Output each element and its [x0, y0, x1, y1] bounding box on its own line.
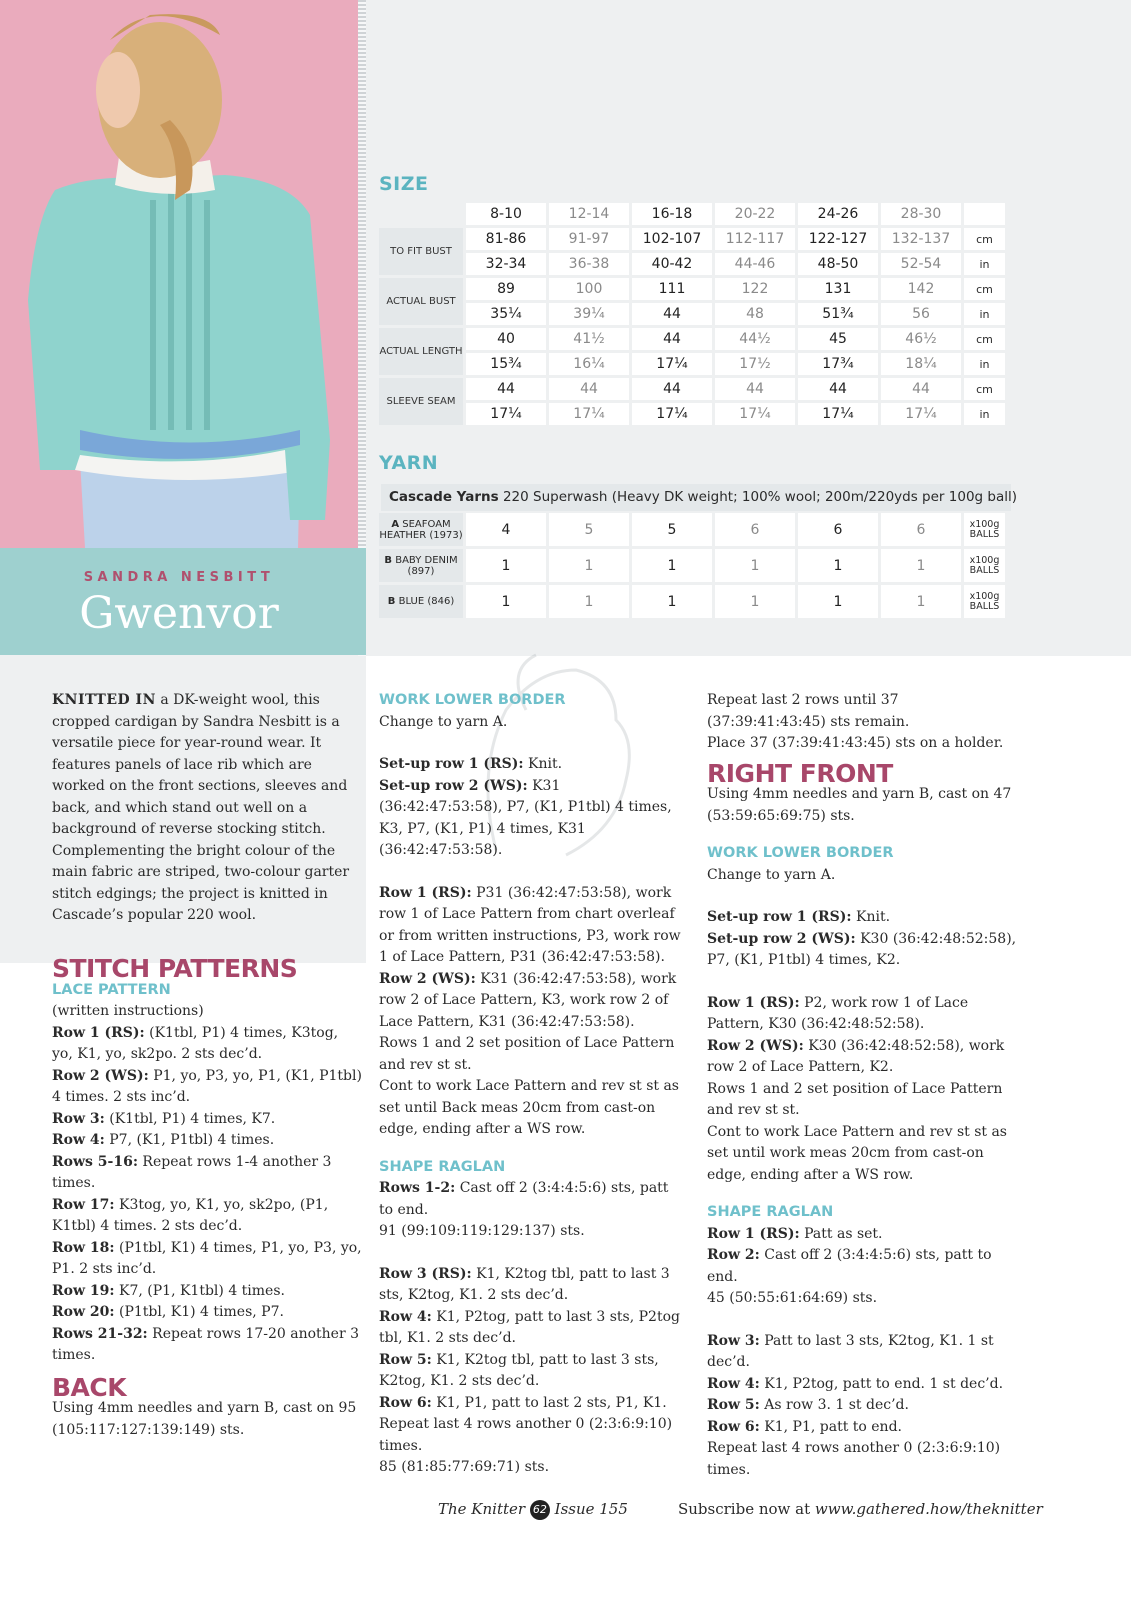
row-2: Row 2 (WS): K31 (36:42:47:53:58), work row 2 of Lace Pattern, K3, work row 2 of Lace Pattern, K31 (36:42:47:53:58). — [379, 970, 677, 1030]
issue-number: Issue 155 — [554, 1500, 628, 1518]
size-row — [379, 228, 1005, 250]
stitch-patterns-section — [52, 954, 362, 1441]
size-value: 44 — [549, 378, 629, 400]
size-value: 100 — [549, 278, 629, 300]
repeat-rows-text: Repeat last 2 rows until 37 (37:39:41:43:45) sts remain. — [707, 692, 910, 730]
rows-set: Rows 1 and 2 set position of Lace Pattern and rev st st. — [379, 1035, 675, 1073]
yarn-quantity: 6 — [798, 513, 878, 546]
size-col: 16-18 — [632, 203, 712, 225]
size-unit: cm — [964, 328, 1005, 350]
raglan-row-6: Row 6: K1, P1, patt to end. — [707, 1418, 902, 1435]
back-text: Using 4mm needles and yarn B, cast on 95 (105:117:127:139:149) sts. — [52, 1400, 357, 1438]
size-value: 35¼ — [466, 303, 546, 325]
repeat-text: Repeat last 4 rows another 0 (2:3:6:9:10) times. — [379, 1416, 673, 1454]
shape-raglan-heading: SHAPE RAGLAN — [379, 1158, 506, 1175]
size-value: 44 — [632, 328, 712, 350]
size-value: 40 — [466, 328, 546, 350]
yarn-quantity: 4 — [466, 513, 546, 546]
size-value: 52-54 — [881, 253, 961, 275]
size-col: 20-22 — [715, 203, 795, 225]
yarn-table — [376, 510, 1008, 621]
size-row — [379, 278, 1005, 300]
size-value: 44 — [466, 378, 546, 400]
size-value: 44 — [881, 378, 961, 400]
yarn-unit: x100g BALLS — [964, 513, 1005, 546]
right-front-instructions — [707, 690, 1017, 1481]
model-photo — [0, 0, 358, 548]
size-unit: cm — [964, 278, 1005, 300]
yarn-quantity: 5 — [632, 513, 712, 546]
yarn-unit: x100g BALLS — [964, 549, 1005, 582]
raglan-rows-1-2: Rows 1-2: Cast off 2 (3:4:4:5:6) sts, patt to end. — [379, 1180, 669, 1218]
size-value: 17¼ — [632, 403, 712, 425]
yarn-shade-label: A SEAFOAM HEATHER (1973) — [379, 513, 463, 546]
raglan-row-2: Row 2: Cast off 2 (3:4:4:5:6) sts, patt to end. — [707, 1247, 992, 1285]
yarn-quantity: 1 — [798, 549, 878, 582]
raglan-row-4: Row 4: K1, P2tog, patt to end. 1 st dec’d. — [707, 1375, 1004, 1392]
size-heading: SIZE — [379, 173, 429, 195]
size-value: 32-34 — [466, 253, 546, 275]
yarn-quantity: 6 — [881, 513, 961, 546]
size-header-row — [379, 203, 1005, 225]
raglan-row-4: Row 4: K1, P2tog, patt to last 3 sts, P2tog tbl, K1. 2 sts dec’d. — [379, 1308, 680, 1346]
size-value: 17¼ — [549, 403, 629, 425]
size-table — [376, 200, 1008, 428]
size-value: 18¼ — [881, 353, 961, 375]
lace-row: Row 20: (P1tbl, K1) 4 times, P7. — [52, 1304, 284, 1320]
lace-row: Row 17: K3tog, yo, K1, yo, sk2po, (P1, K1tbl) 4 times. 2 sts dec’d. — [52, 1196, 329, 1234]
yarn-unit: x100g BALLS — [964, 585, 1005, 618]
setup-row-2: Set-up row 2 (WS): K31 (36:42:47:53:58), P7, (K1, P1tbl) 4 times, K3, P7, (K1, P1) 4 times, K31 (36:42:47:53:58). — [379, 777, 672, 858]
yarn-quantity: 1 — [715, 549, 795, 582]
yarn-row — [379, 549, 1005, 582]
yarn-shade-label: B BABY DENIM (897) — [379, 549, 463, 582]
size-col: 28-30 — [881, 203, 961, 225]
repeat-text: Repeat last 4 rows another 0 (2:3:6:9:10) times. — [707, 1440, 1001, 1478]
size-row — [379, 303, 1005, 325]
pattern-title: Gwenvor — [79, 588, 279, 639]
right-front-cast-on: Using 4mm needles and yarn B, cast on 47 (53:59:65:69:75) sts. — [707, 786, 1012, 824]
size-row — [379, 353, 1005, 375]
lace-row: Row 3: (K1tbl, P1) 4 times, K7. — [52, 1110, 276, 1127]
size-unit: in — [964, 403, 1005, 425]
size-value: 44 — [715, 378, 795, 400]
raglan-row-3: Row 3 (RS): K1, K2tog tbl, patt to last 3 sts, K2tog, K1. 2 sts dec’d. — [379, 1265, 670, 1303]
size-value: 122-127 — [798, 228, 878, 250]
continue-text: Cont to work Lace Pattern and rev st st as set until work meas 20cm from cast-on edge, ending after a WS row. — [707, 1123, 1007, 1183]
right-front-heading: RIGHT FRONT — [707, 758, 893, 788]
size-row — [379, 253, 1005, 275]
magazine-name: The Knitter — [438, 1500, 526, 1518]
yarn-quantity: 1 — [715, 585, 795, 618]
place-holder-text: Place 37 (37:39:41:43:45) sts on a holder. — [707, 735, 1004, 751]
size-row-label: SLEEVE SEAM — [379, 378, 463, 425]
yarn-quantity: 1 — [881, 585, 961, 618]
size-row-label: ACTUAL LENGTH — [379, 328, 463, 375]
yarn-quantity: 5 — [549, 513, 629, 546]
yarn-heading: YARN — [379, 452, 439, 474]
setup-row-2: Set-up row 2 (WS): K30 (36:42:48:52:58), P7, (K1, P1tbl) 4 times, K2. — [707, 930, 1017, 968]
size-value: 15¾ — [466, 353, 546, 375]
yarn-shade-label: B BLUE (846) — [379, 585, 463, 618]
size-value: 131 — [798, 278, 878, 300]
designer-name: SANDRA NESBITT — [83, 570, 275, 585]
size-unit: in — [964, 253, 1005, 275]
row-2: Row 2 (WS): K30 (36:42:48:52:58), work row 2 of Lace Pattern, K2. — [707, 1037, 1005, 1075]
size-value: 44 — [798, 378, 878, 400]
size-value: 17¼ — [881, 403, 961, 425]
size-value: 17¼ — [632, 353, 712, 375]
shape-raglan-heading: SHAPE RAGLAN — [707, 1204, 834, 1220]
continue-text: Cont to work Lace Pattern and rev st st as set until Back meas 20cm from cast-on edge, ending after a WS row. — [379, 1078, 679, 1137]
yarn-quantity: 1 — [632, 585, 712, 618]
size-unit: in — [964, 303, 1005, 325]
size-value: 46½ — [881, 328, 961, 350]
work-lower-border-heading: WORK LOWER BORDER — [379, 692, 566, 708]
lace-row: Row 4: P7, (K1, P1tbl) 4 times. — [52, 1132, 275, 1148]
size-col: 12-14 — [549, 203, 629, 225]
intro-text — [52, 690, 352, 927]
raglan-row-3: Row 3: Patt to last 3 sts, K2tog, K1. 1 st dec’d. — [707, 1332, 994, 1370]
size-value: 142 — [881, 278, 961, 300]
yarn-quantity: 1 — [466, 549, 546, 582]
size-col: 8-10 — [466, 203, 546, 225]
intro-lead: KNITTED IN — [52, 692, 156, 708]
yarn-quantity: 1 — [549, 549, 629, 582]
size-row — [379, 378, 1005, 400]
stitch-patterns-heading: STITCH PATTERNS — [52, 954, 298, 983]
size-row — [379, 403, 1005, 425]
size-value: 40-42 — [632, 253, 712, 275]
subscribe-url[interactable]: www.gathered.how/theknitter — [814, 1500, 1043, 1518]
size-value: 44-46 — [715, 253, 795, 275]
size-value: 17½ — [715, 353, 795, 375]
row-1: Row 1 (RS): P2, work row 1 of Lace Pattern, K30 (36:42:48:52:58). — [707, 994, 969, 1032]
size-value: 91-97 — [549, 228, 629, 250]
stitch-total: 85 (81:85:77:69:71) sts. — [379, 1459, 550, 1475]
lace-rows — [52, 1023, 362, 1367]
yarn-brand: Cascade Yarns — [389, 489, 499, 505]
size-row-label: ACTUAL BUST — [379, 278, 463, 325]
raglan-row-1: Row 1 (RS): Patt as set. — [707, 1225, 883, 1242]
yarn-quantity: 1 — [466, 585, 546, 618]
size-value: 56 — [881, 303, 961, 325]
size-value: 45 — [798, 328, 878, 350]
rows-set: Rows 1 and 2 set position of Lace Pattern and rev st st. — [707, 1080, 1003, 1118]
size-value: 17¼ — [466, 403, 546, 425]
raglan-row-6: Row 6: K1, P1, patt to last 2 sts, P1, K1. — [379, 1394, 667, 1411]
size-unit: cm — [964, 228, 1005, 250]
size-value: 41½ — [549, 328, 629, 350]
row-1: Row 1 (RS): P31 (36:42:47:53:58), work row 1 of Lace Pattern from chart overleaf or from written instructions, P3, work row 1 of Lace Pattern, P31 (36:42:47:53:58). — [379, 884, 681, 965]
page-footer — [380, 1500, 1043, 1524]
size-value: 16¼ — [549, 353, 629, 375]
back-instructions — [379, 690, 684, 1479]
size-value: 81-86 — [466, 228, 546, 250]
setup-row-1: Set-up row 1 (RS): Knit. — [379, 756, 563, 772]
yarn-description: 220 Superwash (Heavy DK weight; 100% wool; 200m/220yds per 100g ball) — [502, 489, 1018, 505]
size-value: 39¼ — [549, 303, 629, 325]
written-instructions-note: (written instructions) — [52, 1003, 204, 1019]
size-unit: in — [964, 353, 1005, 375]
yarn-banner — [381, 484, 1018, 511]
size-value: 44 — [632, 378, 712, 400]
size-value: 44 — [632, 303, 712, 325]
size-value: 122 — [715, 278, 795, 300]
lace-row: Row 19: K7, (P1, K1tbl) 4 times. — [52, 1282, 285, 1299]
size-value: 48-50 — [798, 253, 878, 275]
change-yarn: Change to yarn A. — [379, 713, 508, 730]
size-value: 36-38 — [549, 253, 629, 275]
size-row-label: TO FIT BUST — [379, 228, 463, 275]
raglan-row-5: Row 5: As row 3. 1 st dec’d. — [707, 1397, 909, 1413]
size-value: 112-117 — [715, 228, 795, 250]
size-row — [379, 328, 1005, 350]
work-lower-border-heading: WORK LOWER BORDER — [707, 845, 894, 861]
size-value: 17¾ — [798, 353, 878, 375]
size-unit: cm — [964, 378, 1005, 400]
lace-row: Rows 21-32: Repeat rows 17-20 another 3 times. — [52, 1325, 359, 1363]
size-col: 24-26 — [798, 203, 878, 225]
yarn-quantity: 1 — [798, 585, 878, 618]
size-value: 132-137 — [881, 228, 961, 250]
back-heading: BACK — [52, 1372, 127, 1402]
size-value: 111 — [632, 278, 712, 300]
lace-pattern-heading: LACE PATTERN — [52, 981, 171, 998]
lace-row: Row 18: (P1tbl, K1) 4 times, P1, yo, P3, yo, P1. 2 sts inc’d. — [52, 1239, 362, 1277]
size-value: 17¼ — [715, 403, 795, 425]
setup-row-1: Set-up row 1 (RS): Knit. — [707, 909, 891, 925]
title-band — [0, 548, 366, 655]
intro-body: a DK-weight wool, this cropped cardigan by Sandra Nesbitt is a versatile piece for year-round wear. It features panels of lace rib which are worked on the front sections, sleeves and back, and which stand out well on a background of reverse stocking stitch. Complementing the bright colour of the main fabric are striped, two-colour garter stitch edgings; the project is knitted in Cascade’s popular 220 wool. — [52, 692, 350, 923]
size-value: 102-107 — [632, 228, 712, 250]
raglan-total-1: 91 (99:109:119:129:137) sts. — [379, 1223, 585, 1239]
lace-row: Row 1 (RS): (K1tbl, P1) 4 times, K3tog, yo, K1, yo, sk2po. 2 sts dec’d. — [52, 1024, 339, 1062]
page-number: 62 — [530, 1500, 550, 1520]
lace-row: Row 2 (WS): P1, yo, P3, yo, P1, (K1, P1tbl) 4 times. 2 sts inc’d. — [52, 1067, 362, 1105]
size-value: 51¾ — [798, 303, 878, 325]
lace-row: Rows 5-16: Repeat rows 1-4 another 3 times. — [52, 1153, 332, 1191]
raglan-total: 45 (50:55:61:64:69) sts. — [707, 1290, 878, 1306]
yarn-row — [379, 585, 1005, 618]
yarn-quantity: 1 — [881, 549, 961, 582]
change-yarn: Change to yarn A. — [707, 866, 836, 883]
size-value: 89 — [466, 278, 546, 300]
yarn-row — [379, 513, 1005, 546]
subscribe-text: Subscribe now at — [678, 1500, 811, 1518]
size-value: 17¼ — [798, 403, 878, 425]
yarn-quantity: 1 — [632, 549, 712, 582]
yarn-quantity: 6 — [715, 513, 795, 546]
raglan-row-5: Row 5: K1, K2tog tbl, patt to last 3 sts, K2tog, K1. 2 sts dec’d. — [379, 1351, 659, 1389]
size-value: 48 — [715, 303, 795, 325]
size-value: 44½ — [715, 328, 795, 350]
yarn-quantity: 1 — [549, 585, 629, 618]
